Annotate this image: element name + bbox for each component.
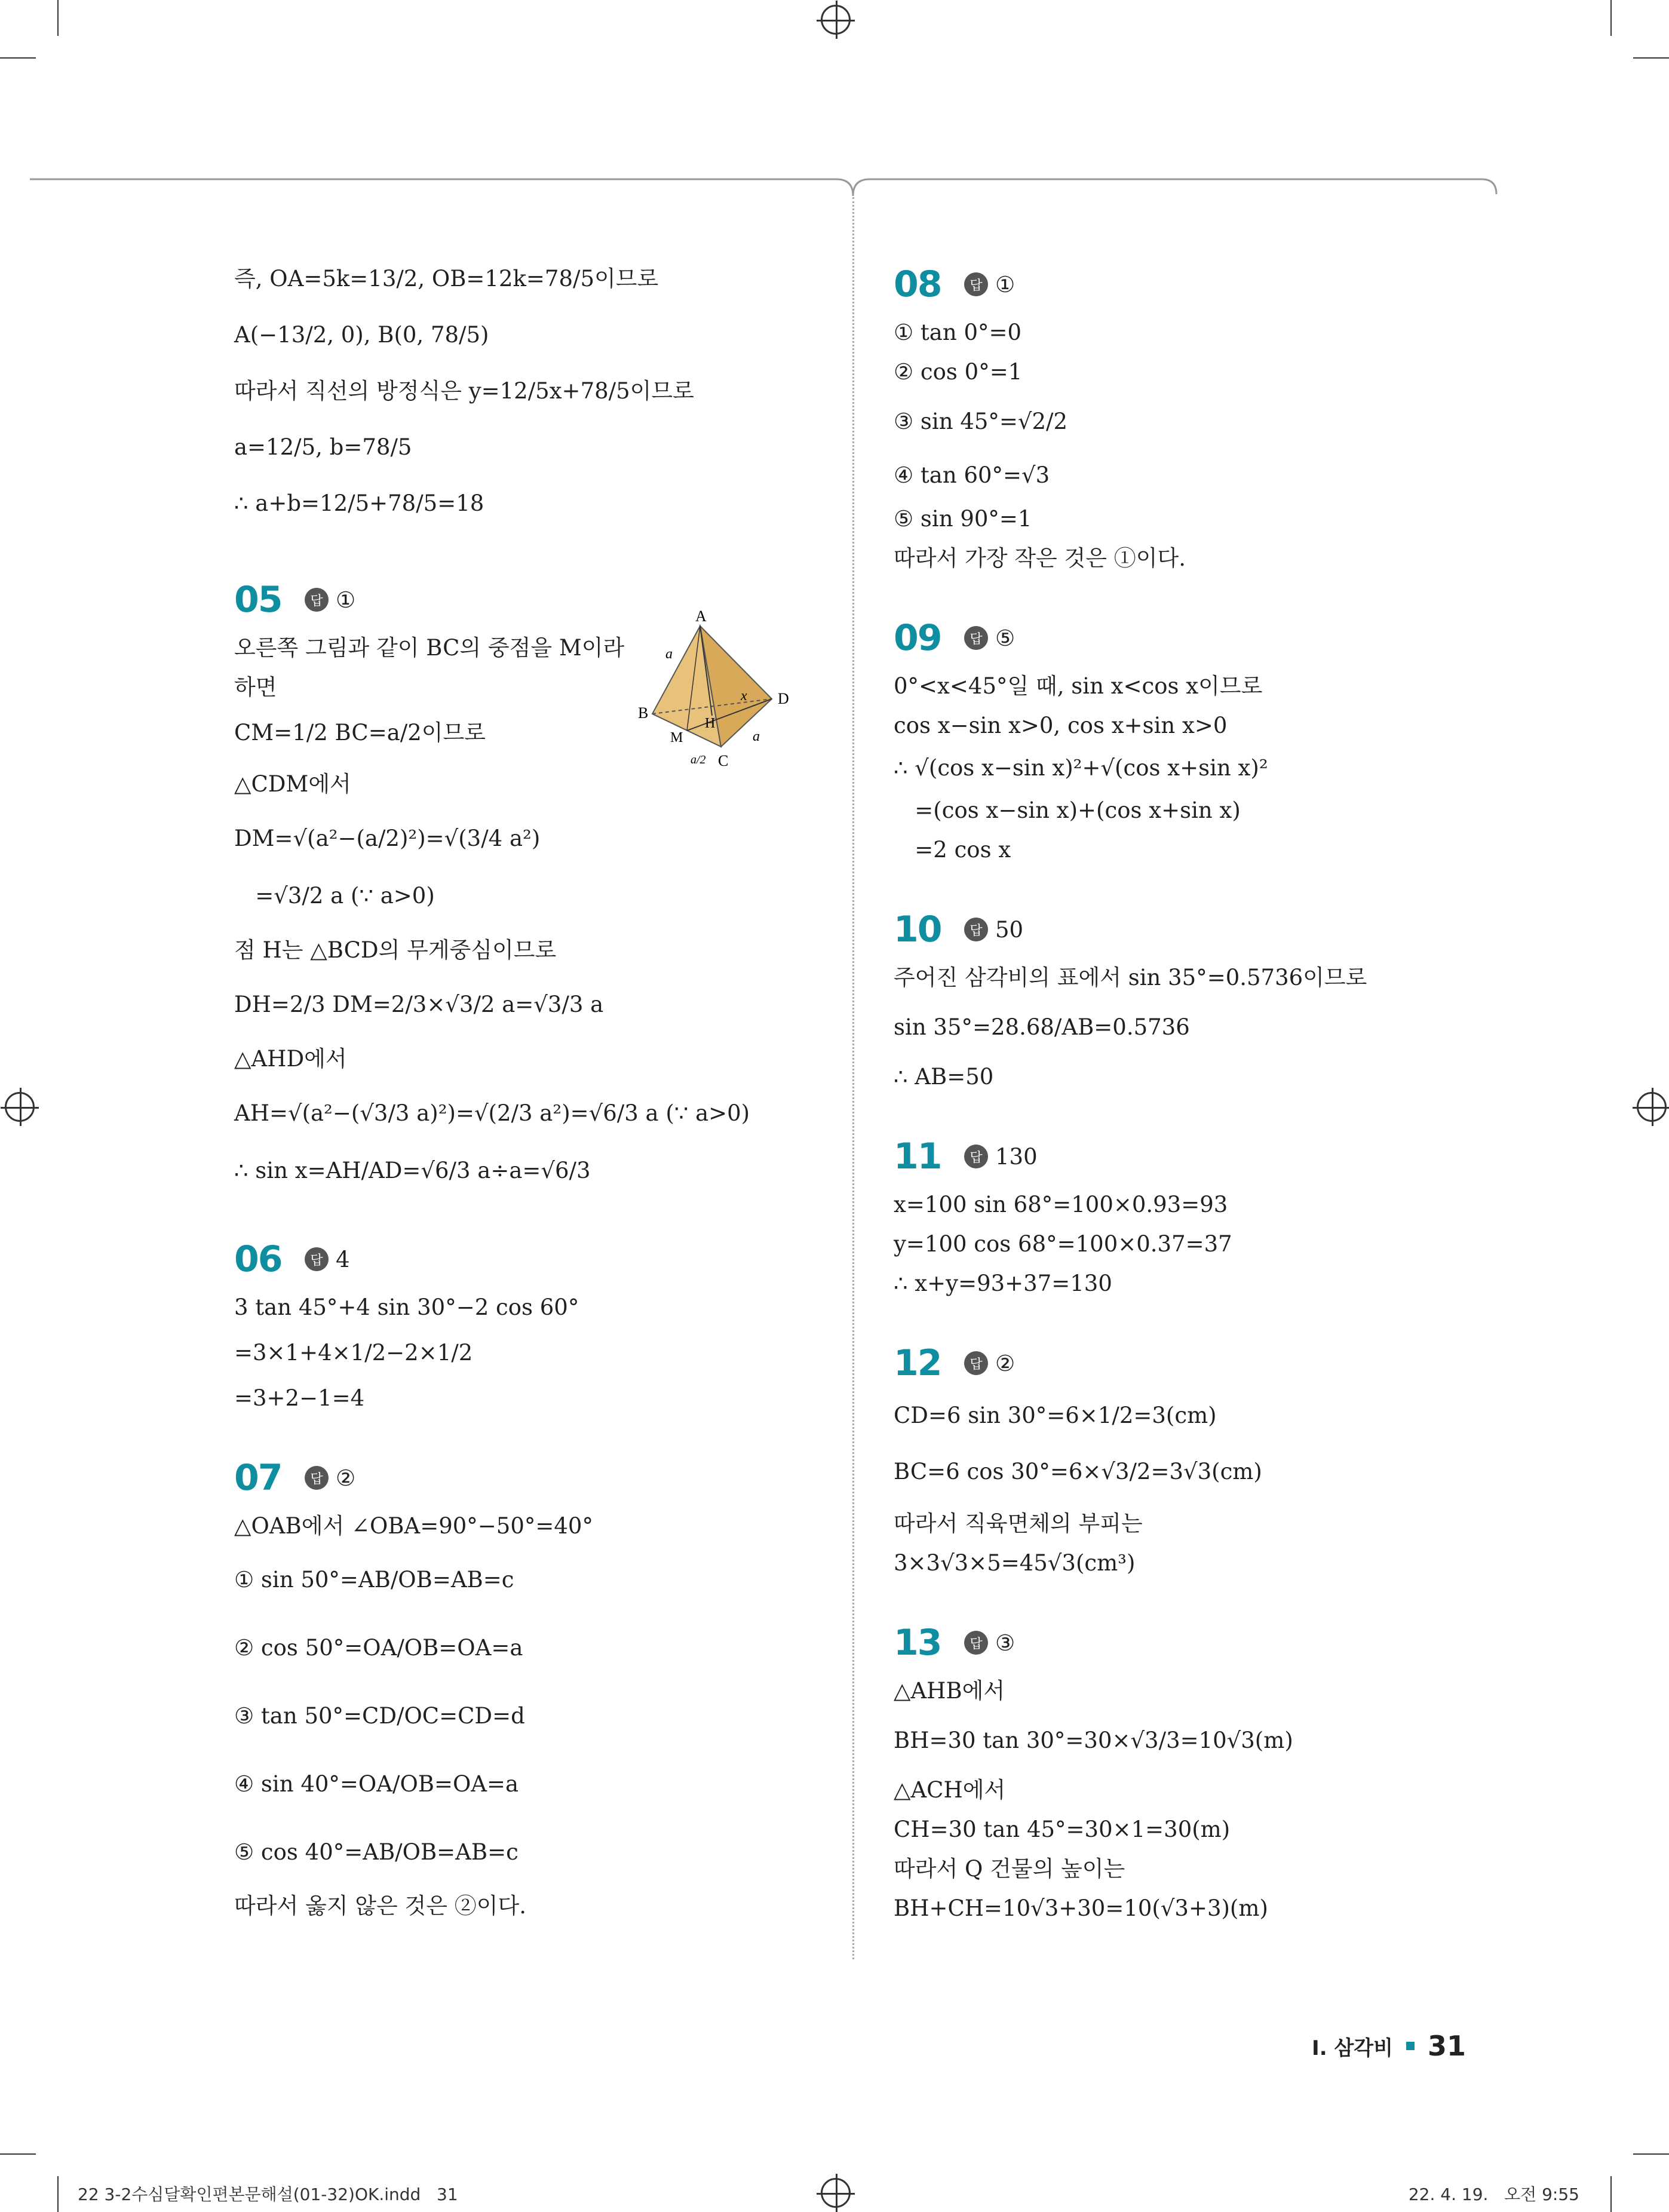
- solution-line: DM=√(a²−(a/2)²)=√(3/4 a²): [234, 826, 541, 851]
- solution-line: 3 tan 45°+4 sin 30°−2 cos 60°: [234, 1294, 579, 1320]
- edge-label-a: a: [753, 729, 760, 744]
- solution-line: △CDM에서: [234, 771, 351, 797]
- right-column: [894, 258, 1515, 1962]
- solution-line: AH=√(a²−(√3/3 a)²)=√(2/3 a²)=√6/3 a (∵ a>0): [234, 1100, 750, 1126]
- solution-line: ⑤ sin 90°=1: [894, 506, 1032, 532]
- solution-line: =(cos x−sin x)+(cos x+sin x): [894, 797, 1241, 823]
- vertex-label-c: C: [718, 752, 729, 769]
- solution-line: ∴ √(cos x−sin x)²+√(cos x+sin x)²: [894, 755, 1268, 781]
- solution-line: BH=30 tan 30°=30×√3/3=10√3(m): [894, 1728, 1293, 1753]
- registration-mark-icon: [1637, 1092, 1667, 1122]
- header-frame: [0, 167, 1669, 203]
- registration-mark-icon: [821, 5, 851, 35]
- registration-mark-icon: [5, 1092, 35, 1122]
- solution-line: sin 35°=28.68/AB=0.5736: [894, 1014, 1190, 1040]
- solution-line: =3×1+4×1/2−2×1/2: [234, 1340, 473, 1366]
- problem-09: [894, 612, 1515, 870]
- problem-07: [234, 1452, 855, 1926]
- solution-line: 즉, OA=5k=13/2, OB=12k=78/5이므로: [234, 266, 659, 292]
- problem-10: [894, 903, 1515, 1097]
- registration-mark-icon: [821, 2178, 851, 2208]
- solution-line: △AHB에서: [894, 1678, 1005, 1704]
- problem-number: 11: [894, 1136, 941, 1177]
- solution-line: ④ sin 40°=OA/OB=OA=a: [234, 1771, 519, 1797]
- crop-mark: [1610, 0, 1612, 36]
- page-number: 31: [1427, 2030, 1466, 2062]
- solution-line: 하면: [234, 674, 277, 700]
- crop-mark: [57, 0, 59, 36]
- solution-line: CM=1/2 BC=a/2이므로: [234, 720, 486, 745]
- answer-value: ②: [336, 1465, 356, 1491]
- answer-badge-icon: 답: [305, 1247, 329, 1271]
- problem-number: 10: [894, 909, 941, 950]
- solution-line: DH=2/3 DM=2/3×√3/2 a=√3/3 a: [234, 992, 604, 1017]
- answer-badge-icon: 답: [305, 588, 329, 612]
- answer-value: 50: [995, 916, 1024, 943]
- intro-solution: [234, 251, 855, 532]
- solution-line: ① sin 50°=AB/OB=AB=c: [234, 1567, 514, 1593]
- solution-line: =√3/2 a (∵ a>0): [234, 883, 435, 909]
- solution-line: A(−13/2, 0), B(0, 78/5): [234, 322, 489, 348]
- problem-number: 06: [234, 1238, 282, 1280]
- vertex-label-a: A: [695, 609, 707, 625]
- crop-mark: [1633, 2153, 1669, 2155]
- print-slug-date: 22. 4. 19. 오전 9:55: [1408, 2185, 1579, 2204]
- solution-line: △ACH에서: [894, 1777, 1006, 1803]
- solution-line: 점 H는 △BCD의 무게중심이므로: [234, 937, 557, 963]
- solution-line: =2 cos x: [894, 837, 1011, 863]
- point-label-m: M: [670, 730, 683, 745]
- solution-line: 0°<x<45°일 때, sin x<cos x이므로: [894, 673, 1263, 699]
- left-column: [234, 251, 855, 1959]
- answer-value: ①: [336, 587, 356, 613]
- solution-line: ③ tan 50°=CD/OC=CD=d: [234, 1703, 525, 1729]
- problem-number: 08: [894, 263, 941, 305]
- answer-value: ②: [995, 1350, 1015, 1376]
- answer-badge-icon: 답: [964, 1145, 988, 1168]
- print-slug-file: 22 3-2수심달확인편본문해설(01-32)OK.indd 31: [78, 2185, 458, 2204]
- solution-line: ∴ sin x=AH/AD=√6/3 a÷a=√6/3: [234, 1158, 591, 1183]
- solution-line: x=100 sin 68°=100×0.93=93: [894, 1192, 1228, 1217]
- solution-line: 3×3√3×5=45√3(cm³): [894, 1550, 1136, 1576]
- solution-line: △AHD에서: [234, 1046, 347, 1072]
- crop-mark: [0, 57, 36, 59]
- answer-value: 4: [336, 1246, 350, 1272]
- solution-line: ② cos 0°=1: [894, 359, 1023, 385]
- solution-line: ⑤ cos 40°=AB/OB=AB=c: [234, 1839, 519, 1865]
- solution-line: 따라서 가장 작은 것은 ①이다.: [894, 545, 1186, 571]
- solution-line: 따라서 Q 건물의 높이는: [894, 1856, 1125, 1882]
- answer-value: ③: [995, 1630, 1015, 1656]
- crop-mark: [57, 2176, 59, 2212]
- problem-11: [894, 1130, 1515, 1303]
- separator-square-icon: [1406, 2042, 1415, 2050]
- edge-label-a: a: [665, 646, 673, 662]
- crop-mark: [0, 2153, 36, 2155]
- solution-line: ∴ x+y=93+37=130: [894, 1271, 1112, 1296]
- answer-badge-icon: 답: [964, 1631, 988, 1655]
- solution-line: a=12/5, b=78/5: [234, 434, 412, 460]
- solution-line: ① tan 0°=0: [894, 320, 1022, 345]
- solution-line: ∴ AB=50: [894, 1064, 994, 1090]
- solution-line: 따라서 옳지 않은 것은 ②이다.: [234, 1893, 526, 1919]
- crop-mark: [1633, 57, 1669, 59]
- solution-line: 오른쪽 그림과 같이 BC의 중점을 M이라: [234, 635, 625, 661]
- answer-badge-icon: 답: [305, 1466, 329, 1490]
- answer-badge-icon: 답: [964, 1351, 988, 1375]
- answer-value: ①: [995, 271, 1015, 297]
- tetrahedron-figure: [628, 609, 820, 777]
- angle-label-x: x: [741, 688, 747, 704]
- problem-13: [894, 1616, 1515, 1928]
- solution-line: 따라서 직선의 방정식은 y=12/5x+78/5이므로: [234, 378, 694, 404]
- point-label-h: H: [705, 716, 716, 731]
- problem-number: 07: [234, 1457, 282, 1499]
- problem-08: [894, 258, 1515, 578]
- answer-badge-icon: 답: [964, 626, 988, 650]
- problem-05: [234, 573, 855, 1199]
- solution-line: CH=30 tan 45°=30×1=30(m): [894, 1817, 1231, 1842]
- solution-line: =3+2−1=4: [234, 1385, 365, 1411]
- solution-line: △OAB에서 ∠OBA=90°−50°=40°: [234, 1513, 593, 1539]
- problem-number: 13: [894, 1622, 941, 1664]
- answer-badge-icon: 답: [964, 272, 988, 296]
- vertex-label-d: D: [778, 690, 789, 707]
- solution-line: BH+CH=10√3+30=10(√3+3)(m): [894, 1895, 1268, 1921]
- solution-line: ④ tan 60°=√3: [894, 462, 1050, 488]
- solution-line: ③ sin 45°=√2/2: [894, 409, 1068, 434]
- chapter-title: I. 삼각비: [1312, 2036, 1393, 2060]
- solution-line: ∴ a+b=12/5+78/5=18: [234, 490, 484, 516]
- problem-06: [234, 1233, 855, 1418]
- running-footer: [1312, 2030, 1466, 2062]
- problem-number: 12: [894, 1342, 941, 1384]
- answer-value: ⑤: [995, 625, 1015, 651]
- solution-line: 주어진 삼각비의 표에서 sin 35°=0.5736이므로: [894, 965, 1367, 990]
- solution-line: cos x−sin x>0, cos x+sin x>0: [894, 713, 1228, 738]
- crop-mark: [1610, 2176, 1612, 2212]
- answer-value: 130: [995, 1143, 1038, 1170]
- solution-line: y=100 cos 68°=100×0.37=37: [894, 1231, 1232, 1257]
- solution-line: CD=6 sin 30°=6×1/2=3(cm): [894, 1403, 1217, 1428]
- vertex-label-b: B: [638, 704, 649, 722]
- problem-number: 05: [234, 579, 282, 621]
- problem-number: 09: [894, 617, 941, 659]
- answer-badge-icon: 답: [964, 918, 988, 941]
- solution-line: BC=6 cos 30°=6×√3/2=3√3(cm): [894, 1459, 1262, 1484]
- problem-12: [894, 1337, 1515, 1583]
- solution-line: ② cos 50°=OA/OB=OA=a: [234, 1635, 523, 1661]
- solution-line: 따라서 직육면체의 부피는: [894, 1511, 1143, 1536]
- segment-label-half: a/2: [691, 753, 706, 766]
